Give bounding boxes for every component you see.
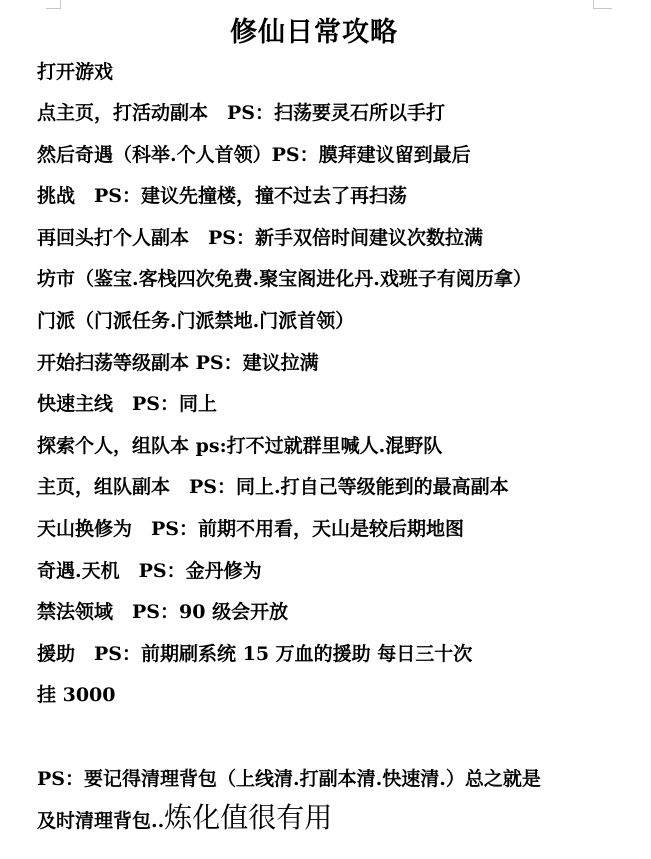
text-line: 坊市（鉴宝.客栈四次免费.聚宝阁进化丹.戏班子有阅历拿） xyxy=(37,268,532,290)
text-line: 点主页，打活动副本 PS：扫荡要灵石所以手打 xyxy=(37,102,446,124)
text-line: 开始扫荡等级副本 PS：建议拉满 xyxy=(37,352,319,374)
note-line-2 xyxy=(37,801,333,834)
text-line: 援助 PS：前期刷系统 15 万血的援助 每日三十次 xyxy=(37,643,473,665)
note-line-2-start: 及时清理背包.. xyxy=(37,810,165,832)
text-line: 快速主线 PS：同上 xyxy=(37,393,218,415)
text-line: 挑战 PS：建议先撞楼，撞不过去了再扫荡 xyxy=(37,185,408,207)
text-line: 挂 3000 xyxy=(37,684,116,706)
text-line: 主页，组队副本 PS：同上.打自己等级能到的最高副本 xyxy=(37,476,509,498)
text-line: 打开游戏 xyxy=(37,61,114,83)
text-line: 然后奇遇（科举.个人首领）PS：膜拜建议留到最后 xyxy=(37,144,471,166)
text-line: 禁法领域 PS：90 级会开放 xyxy=(37,601,289,623)
page-corner-mark-right xyxy=(593,0,612,9)
text-line: 门派（门派任务.门派禁地.门派首领） xyxy=(37,310,355,332)
note-line: PS：要记得清理背包（上线清.打副本清.快速清.）总之就是 xyxy=(37,768,541,790)
document-title: 修仙日常攻略 xyxy=(230,17,398,48)
text-line: 奇遇.天机 PS：金丹修为 xyxy=(37,560,262,582)
text-line: 探索个人，组队本 ps:打不过就群里喊人.混野队 xyxy=(37,435,443,457)
page-corner-mark-left xyxy=(46,0,61,9)
note-emphasis: 炼化值很有用 xyxy=(164,801,333,834)
text-line: 天山换修为 PS：前期不用看，天山是较后期地图 xyxy=(37,518,465,540)
text-line: 再回头打个人副本 PS：新手双倍时间建议次数拉满 xyxy=(37,227,484,249)
